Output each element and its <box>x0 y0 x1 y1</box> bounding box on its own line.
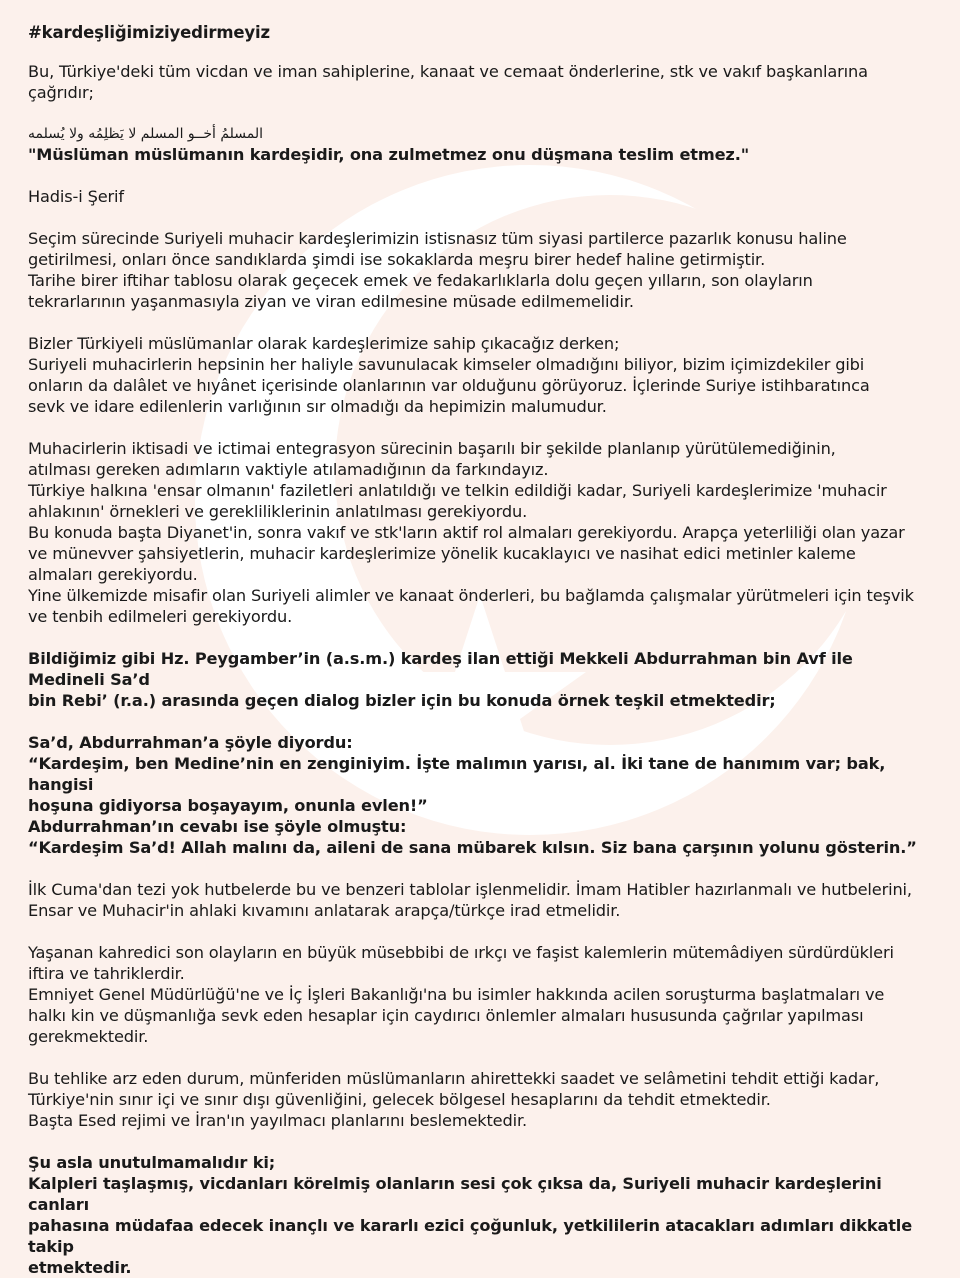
paragraph-line: Türkiye halkına 'ensar olmanın' faziletleri anlatıldığı ve telkin edildiği kadar, Suriyeli kardeşlerimize 'muhacir <box>28 481 887 500</box>
intro-paragraph <box>28 61 932 103</box>
hadith-arabic: المسلمُ أخــو المسلم لا يَظلِمُه ولا يُسلمه <box>28 126 264 142</box>
body-paragraph <box>28 333 932 417</box>
paragraph-line: sevk ve idare edilenlerin varlığının sır olmadığı da hepimizin malumudur. <box>28 397 607 416</box>
hadith-source: Hadis-i Şerif <box>28 187 124 206</box>
paragraph-line: Bu konuda başta Diyanet'in, sonra vakıf ve stk'ların aktif rol almaları gerekiyordu. Arapça yeterliliği olan yazar <box>28 523 905 542</box>
paragraph-line: Yine ülkemizde misafir olan Suriyeli alimler ve kanaat önderleri, bu bağlamda çalışmalar yürütmeleri için teşvik <box>28 586 914 605</box>
paragraph-line: Kalpleri taşlaşmış, vicdanları körelmiş olanların sesi çok çıksa da, Suriyeli muhacir kardeşlerini canları <box>28 1174 882 1214</box>
paragraph-line: Başta Esed rejimi ve İran'ın yayılmacı planlarını beslemektedir. <box>28 1111 527 1130</box>
body-paragraph <box>28 879 932 921</box>
paragraph-line: onların da dalâlet ve hıyânet içerisinde olanlarının var olduğunu görüyoruz. İçlerinde Suriye istihbaratınca <box>28 376 870 395</box>
intro-line: Bu, Türkiye'deki tüm vicdan ve iman sahiplerine, kanaat ve cemaat önderlerine, stk ve vakıf başkanlarına <box>28 62 868 81</box>
paragraph-line: Bizler Türkiyeli müslümanlar olarak kardeşlerimize sahip çıkacağız derken; <box>28 334 620 353</box>
paragraph-line: almaları gerekiyordu. <box>28 565 198 584</box>
paragraph-line: getirilmesi, onları önce sandıklarda şimdi ise sokaklarda meşru birer hedef haline getirmiştir. <box>28 250 766 269</box>
body-paragraph <box>28 648 932 711</box>
body-paragraph <box>28 228 932 312</box>
body-paragraph <box>28 942 932 1047</box>
paragraph-line: “Kardeşim, ben Medine’nin en zenginiyim. İşte malımın yarısı, al. İki tane de hanımım var; bak, hangisi <box>28 754 886 794</box>
paragraph-line: Şu asla unutulmamalıdır ki; <box>28 1153 276 1172</box>
paragraph-line: Bildiğimiz gibi Hz. Peygamber’in (a.s.m.) kardeş ilan ettiği Mekkeli Abdurrahman bin Avf ile Medineli Sa’d <box>28 649 853 689</box>
paragraph-line: bin Rebi’ (r.a.) arasında geçen dialog bizler için bu konuda örnek teşkil etmektedir; <box>28 691 776 710</box>
paragraph-line: Bu tehlike arz eden durum, münferiden müslümanların ahirettekki saadet ve selâmetini tehdit ettiği kadar, <box>28 1069 880 1088</box>
body-paragraph <box>28 438 932 627</box>
paragraph-line: Türkiye'nin sınır içi ve sınır dışı güvenliğini, gelecek bölgesel hesaplarını da tehdit etmektedir. <box>28 1090 771 1109</box>
paragraph-line: Yaşanan kahredici son olayların en büyük müsebbibi de ırkçı ve faşist kalemlerin mütemâdiyen sürdürdükleri <box>28 943 894 962</box>
paragraph-line: Ensar ve Muhacir'in ahlaki kıvamını anlatarak arapça/türkçe irad etmelidir. <box>28 901 621 920</box>
body-paragraphs <box>28 228 932 1278</box>
hashtag-title[interactable]: #kardeşliğimiziyedirmeyiz <box>28 23 270 42</box>
paragraph-line: ve münevver şahsiyetlerin, muhacir kardeşlerimize yönelik kucaklayıcı ve nasihat edici metinler kaleme <box>28 544 856 563</box>
paragraph-line: Muhacirlerin iktisadi ve ictimai entegrasyon sürecinin başarılı bir şekilde planlanıp yürütülemediğinin, <box>28 439 836 458</box>
paragraph-line: Emniyet Genel Müdürlüğü'ne ve İç İşleri Bakanlığı'na bu isimler hakkında acilen soruşturma başlatmaları ve <box>28 985 885 1004</box>
paragraph-line: ahlakının' örnekleri ve gerekliliklerinin anlatılması gerekiyordu. <box>28 502 528 521</box>
paragraph-line: hoşuna gidiyorsa boşayayım, onunla evlen!” <box>28 796 428 815</box>
paragraph-line: Suriyeli muhacirlerin hepsinin her haliyle savunulacak kimseler olmadığını biliyor, bizim içimizdekiler gibi <box>28 355 865 374</box>
paragraph-line: ve tenbih edilmeleri gerekiyordu. <box>28 607 293 626</box>
body-paragraph <box>28 732 932 858</box>
hadith-translation: "Müslüman müslümanın kardeşidir, ona zulmetmez onu düşmana teslim etmez." <box>28 145 749 164</box>
paragraph-line: Sa’d, Abdurrahman’a şöyle diyordu: <box>28 733 353 752</box>
intro-line: çağrıdır; <box>28 83 94 102</box>
paragraph-line: Tarihe birer iftihar tablosu olarak geçecek emek ve fedakarlıklarla dolu geçen yılların, son olayların <box>28 271 813 290</box>
paragraph-line: pahasına müdafaa edecek inançlı ve kararlı ezici çoğunluk, yetkililerin atacakları adımları dikkatle takip <box>28 1216 913 1256</box>
body-paragraph <box>28 1152 932 1278</box>
paragraph-line: gerekmektedir. <box>28 1027 149 1046</box>
paragraph-line: etmektedir. <box>28 1258 132 1277</box>
hadith-block <box>28 124 932 165</box>
paragraph-line: “Kardeşim Sa’d! Allah malını da, aileni de sana mübarek kılsın. Siz bana çarşının yolunu gösterin.” <box>28 838 917 857</box>
paragraph-line: atılması gereken adımların vaktiyle atılamadığının da farkındayız. <box>28 460 549 479</box>
paragraph-line: halkı kin ve düşmanlığa sevk eden hesaplar için caydırıcı önlemler almaları hususunda çağrılar yapılması <box>28 1006 864 1025</box>
paragraph-line: tekrarlarının yaşanmasıyla ziyan ve viran edilmesine müsade edilmemelidir. <box>28 292 634 311</box>
paragraph-line: İlk Cuma'dan tezi yok hutbelerde bu ve benzeri tablolar işlenmelidir. İmam Hatibler hazırlanmalı ve hutbelerini, <box>28 880 912 899</box>
body-paragraph <box>28 1068 932 1131</box>
paragraph-line: Abdurrahman’ın cevabı ise şöyle olmuştu: <box>28 817 407 836</box>
paragraph-line: iftira ve tahriklerdir. <box>28 964 185 983</box>
paragraph-line: Seçim sürecinde Suriyeli muhacir kardeşlerimizin istisnasız tüm siyasi partilerce pazarlık konusu haline <box>28 229 847 248</box>
